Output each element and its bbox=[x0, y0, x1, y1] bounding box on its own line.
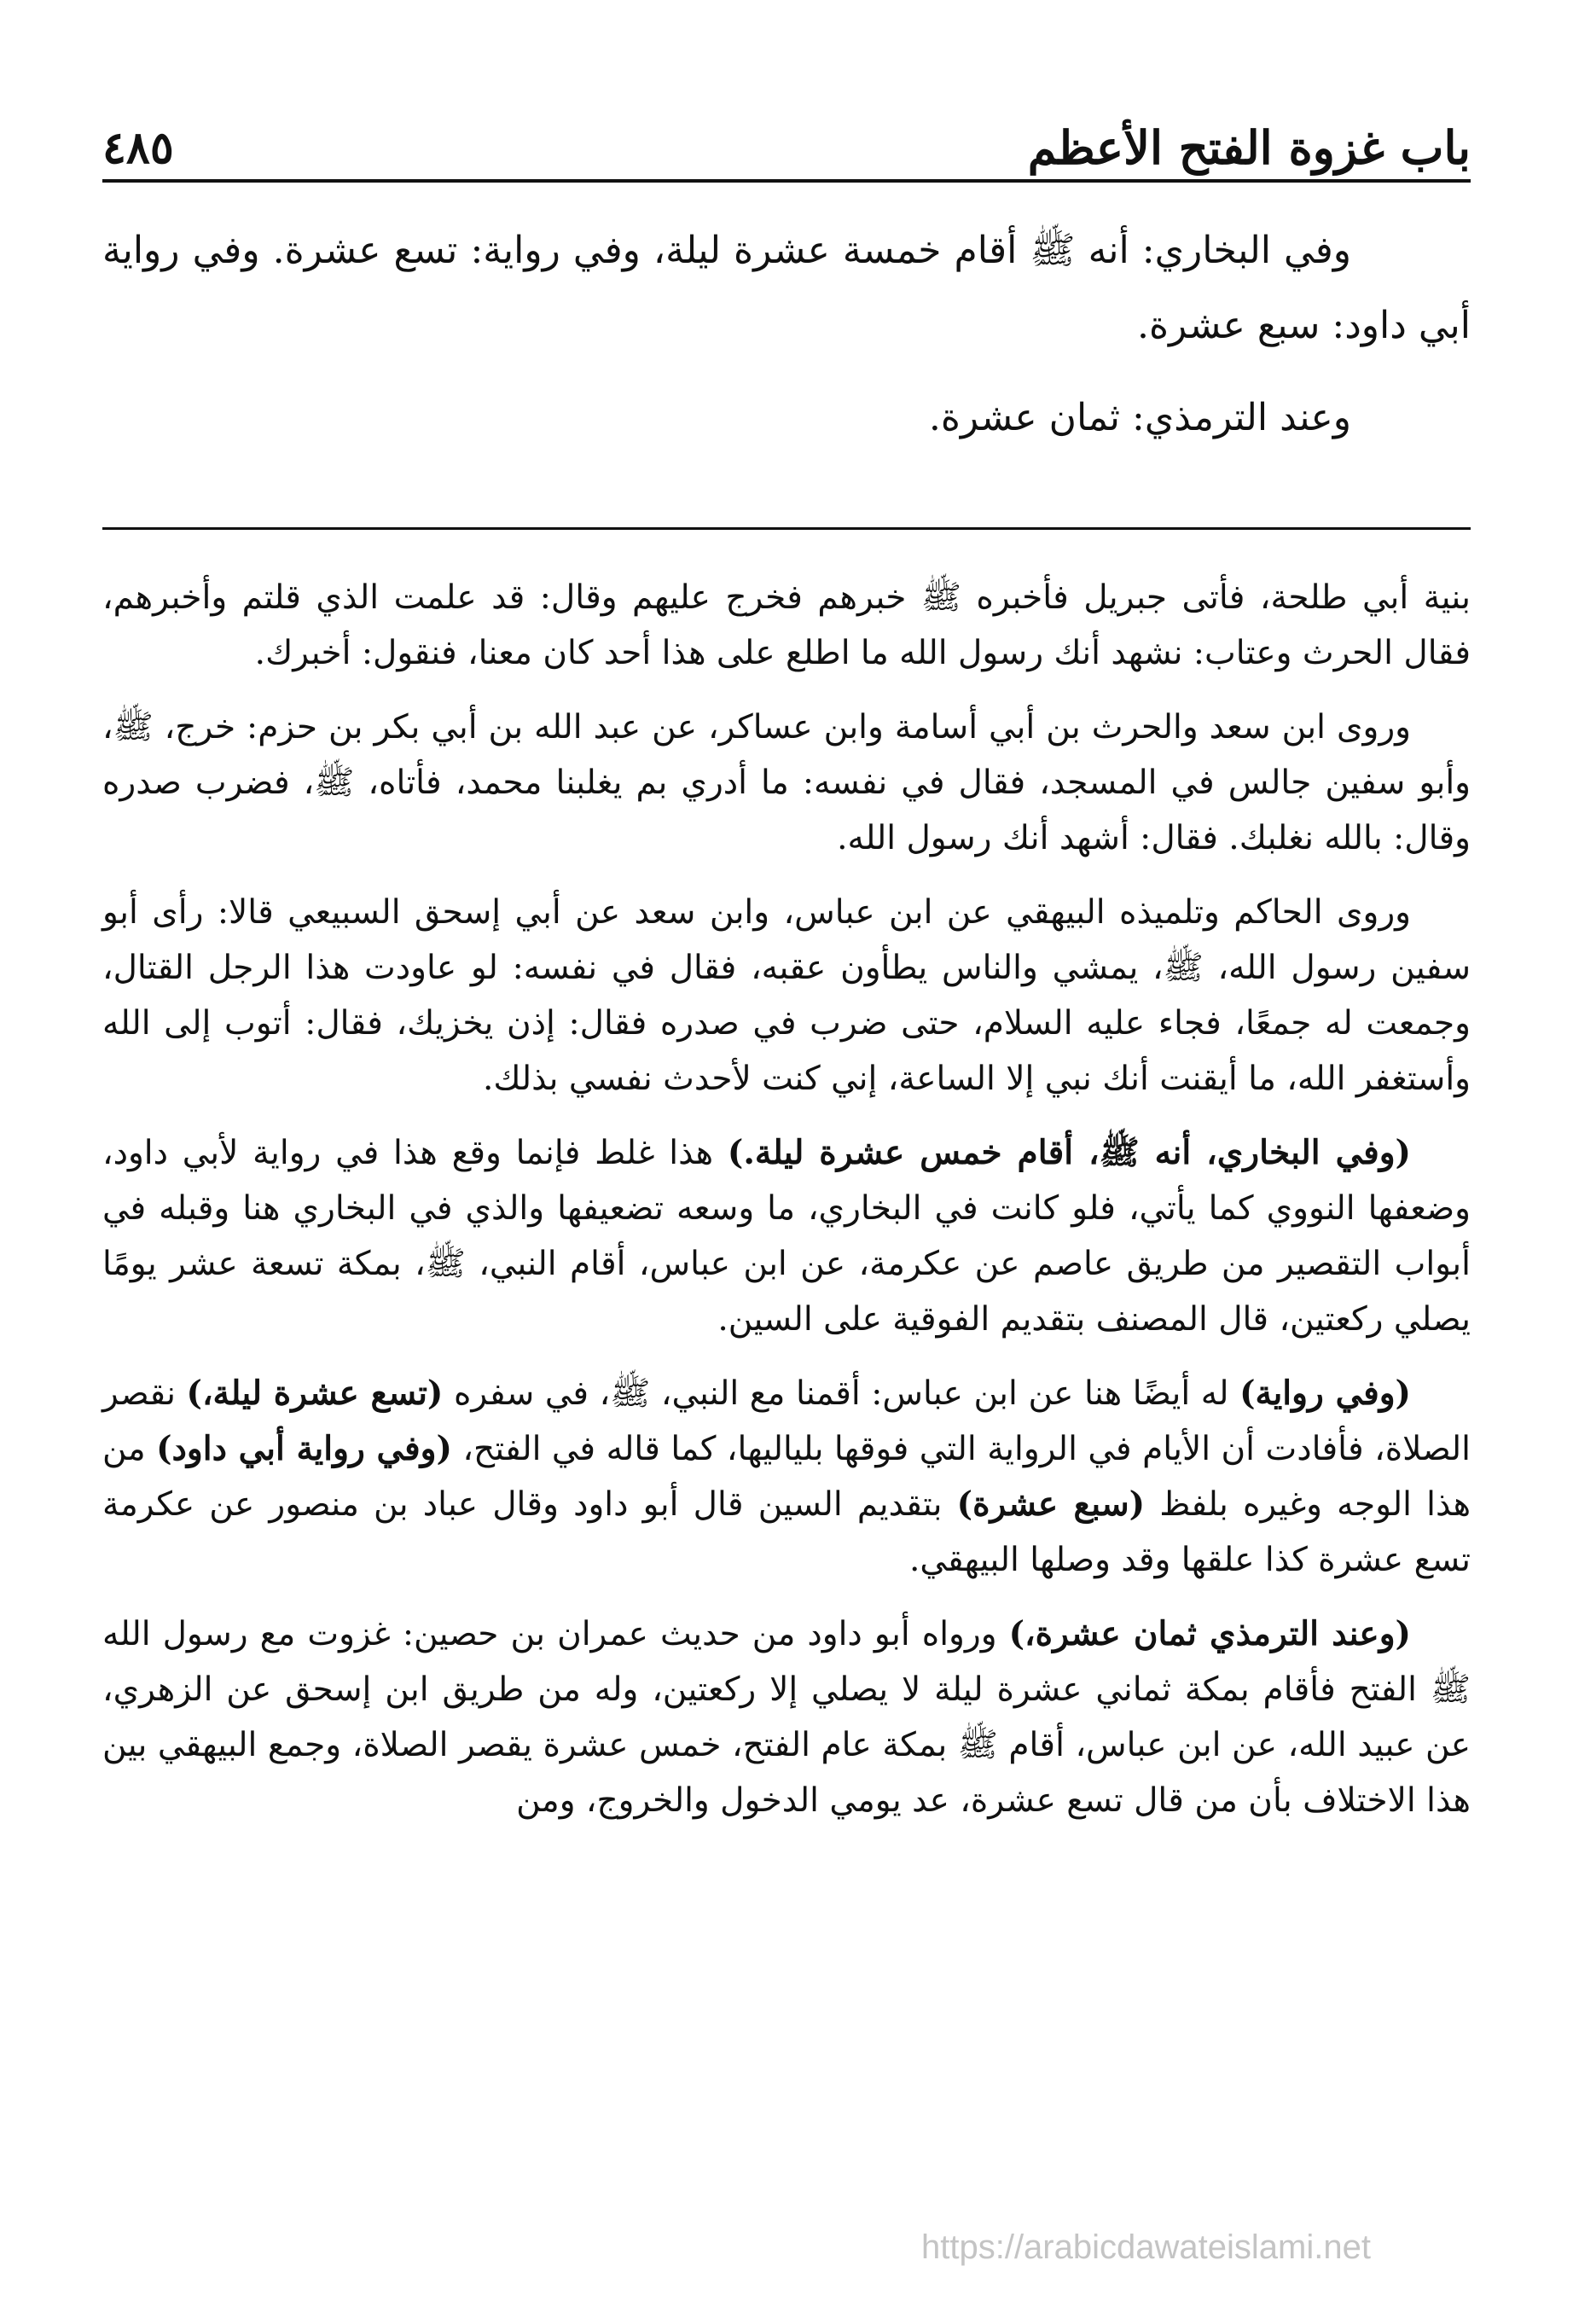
main-text bbox=[102, 213, 1471, 473]
commentary-text: نقصر الصلاة، فأفادت أن الأيام في الرواية التي فوقها بلياليها، كما قاله في الفتح، bbox=[102, 1374, 1471, 1468]
lemma: (وفي البخاري، أنه ﷺ، أقام خمس عشرة ليلة.) bbox=[727, 1133, 1412, 1172]
commentary-text: بتقديم السين قال أبو داود وقال عباد بن منصور عن عكرمة تسع عشرة كذا علقها وقد وصلها البيهقي. bbox=[102, 1485, 1471, 1579]
commentary-text: هذا غلط فإنما وقع هذا في رواية لأبي داود، وضعفها النووي كما يأتي، فلو كانت في البخاري، ما وسعه تضعيفها والذي في البخاري هنا وقبله في أبواب التقصير من طريق عاصم عن عكرمة، عن ابن عباس، أقام النبي، ﷺ، بمكة تسعة عشر يومًا يصلي ركعتين، قال المصنف بتقديم الفوقية على السين. bbox=[102, 1134, 1471, 1339]
page-header bbox=[102, 102, 1471, 175]
lemma: (وفي رواية أبي داود) bbox=[156, 1429, 452, 1468]
watermark: https://arabicdawateislami.net bbox=[921, 2228, 1371, 2266]
commentary bbox=[102, 570, 1471, 1847]
commentary-paragraph: وروى ابن سعد والحرث بن أبي أسامة وابن عساكر، عن عبد الله بن أبي بكر بن حزم: خرج، ﷺ، وأبو سفين جالس في المسجد، فقال في نفسه: ما أدري بم يغلبنا محمد، فأتاه، ﷺ، فضرب صدره وقال: بالله نغلبك. فقال: أشهد أنك رسول الله. bbox=[102, 708, 1471, 857]
commentary-paragraph bbox=[102, 1366, 1471, 1588]
main-text-paragraph: وعند الترمذي: ثمان عشرة. bbox=[928, 396, 1351, 439]
lemma: (سبع عشرة) bbox=[956, 1484, 1146, 1524]
commentary-paragraph: بنية أبي طلحة، فأتى جبريل فأخبره ﷺ خبرهم فخرج عليهم وقال: قد علمت الذي قلتم وأخبرهم، فقال الحرث وعتاب: نشهد أنك رسول الله ما اطلع على هذا أحد كان معنا، فنقول: أخبرك. bbox=[102, 578, 1471, 672]
chapter-title: باب غزوة الفتح الأعظم bbox=[1027, 120, 1471, 175]
commentary-text: له أيضًا هنا عن ابن عباس: أقمنا مع النبي، ﷺ، في سفره bbox=[443, 1374, 1240, 1413]
lemma: (وعند الترمذي ثمان عشرة،) bbox=[1008, 1614, 1411, 1653]
lemma: (تسع عشرة ليلة،) bbox=[186, 1374, 444, 1413]
commentary-paragraph bbox=[102, 1125, 1471, 1347]
section-divider bbox=[102, 527, 1471, 530]
commentary-paragraph: وروى الحاكم وتلميذه البيهقي عن ابن عباس، وابن سعد عن أبي إسحق السبيعي قالا: رأى أبو سفين رسول الله، ﷺ، يمشي والناس يطأون عقبه، فقال في نفسه: لو عاودت هذا الرجل القتال، وجمعت له جمعًا، فجاء عليه السلام، حتى ضرب في صدره فقال: إذن يخزيك، فقال: أتوب إلى الله وأستغفر الله، ما أيقنت أنك نبي إلا الساعة، إني كنت لأحدث نفسي بذلك. bbox=[102, 893, 1471, 1098]
page-number: ٤٨٥ bbox=[102, 122, 174, 174]
main-text-paragraph: وفي البخاري: أنه ﷺ أقام خمسة عشرة ليلة، وفي رواية: تسع عشرة. وفي رواية أبي داود: سبع عشرة. bbox=[102, 229, 1471, 347]
commentary-text: من هذا الوجه وغيره بلفظ bbox=[102, 1430, 1471, 1524]
lemma: (وفي رواية) bbox=[1239, 1374, 1411, 1413]
header-rule bbox=[102, 179, 1471, 183]
commentary-paragraph bbox=[102, 1606, 1471, 1828]
commentary-text: ورواه أبو داود من حديث عمران بن حصين: غزوت مع رسول الله ﷺ الفتح فأقام بمكة ثماني عشرة ليلة لا يصلي إلا ركعتين، وله من طريق ابن إسحق عن الزهري، عن عبيد الله، عن ابن عباس، أقام ﷺ بمكة عام الفتح، خمس عشرة يقصر الصلاة، وجمع البيهقي بين هذا الاختلاف بأن من قال تسع عشرة، عد يومي الدخول والخروج، ومن bbox=[102, 1615, 1471, 1820]
